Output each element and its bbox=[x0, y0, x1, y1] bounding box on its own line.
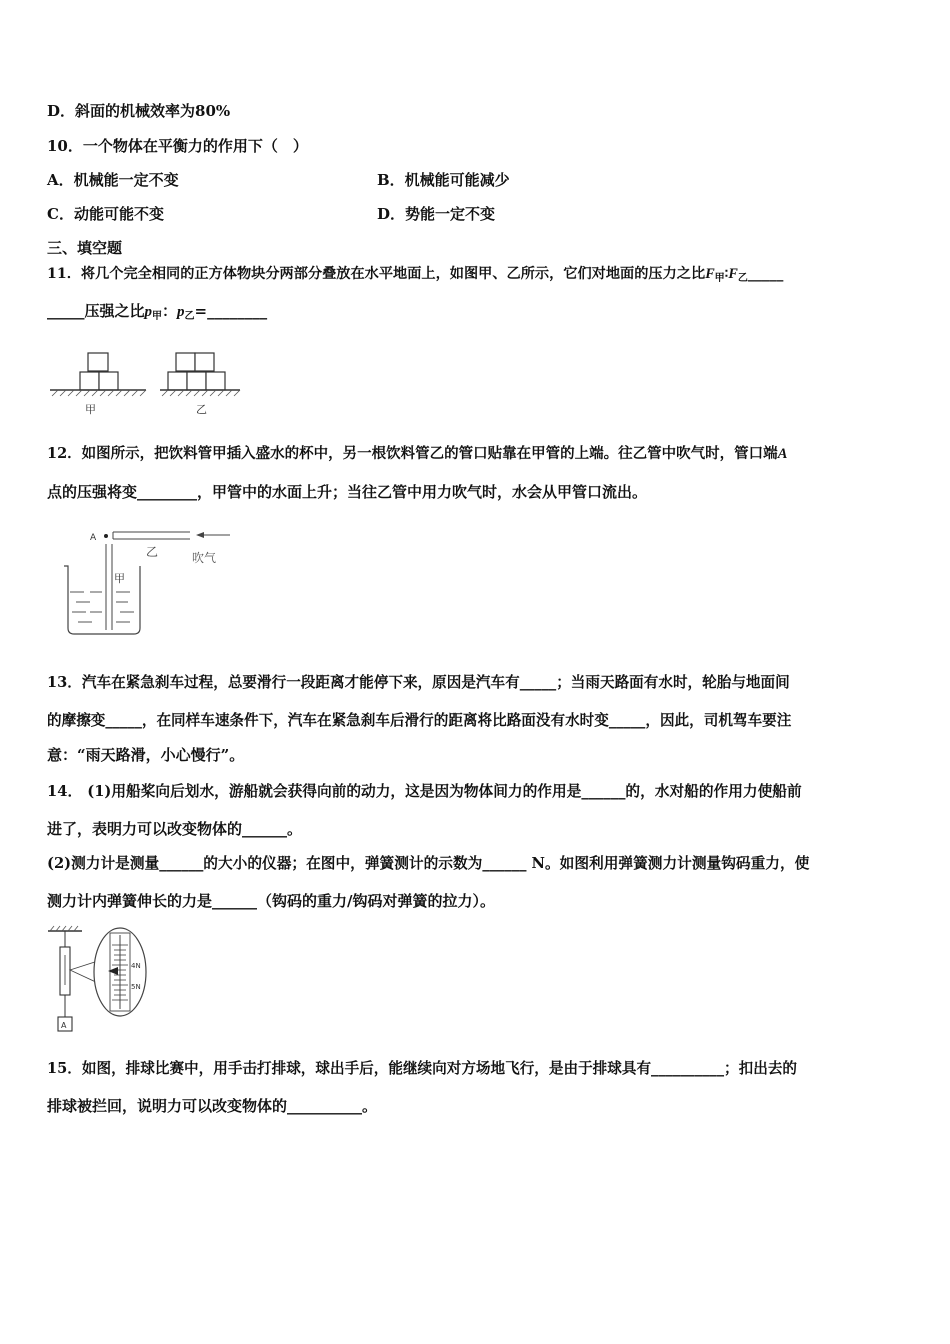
q11-sub-yi1: 乙 bbox=[737, 273, 748, 284]
q11-text: 11．将几个完全相同的正方体物块分两部分叠放在水平地面上，如图甲、乙所示，它们对地面的压力之比 bbox=[47, 266, 706, 282]
q14-line3: (2)测力计是测量______的大小的仪器；在图中，弹簧测计的示数为______ N。如图利用弹簧测力计测量钩码重力，使 bbox=[47, 855, 810, 872]
q11-colon2: ： bbox=[162, 302, 178, 320]
block-jia-1 bbox=[80, 372, 99, 390]
q12-line2: 点的压强将变________，甲管中的水面上升；当往乙管中用力吹气时，水会从甲管口流出。 bbox=[47, 483, 648, 501]
fig-label-blow: 吹气 bbox=[192, 551, 217, 565]
q11-line1 bbox=[47, 264, 783, 289]
fig-label-a: A bbox=[90, 533, 97, 543]
q11-blank1b: _____ bbox=[47, 302, 85, 320]
q10-option-c: C．动能可能不变 bbox=[47, 205, 164, 223]
q10-option-d: D．势能一定不变 bbox=[377, 205, 496, 223]
fig-label-a: A bbox=[61, 1021, 67, 1030]
q11-colon1: ∶ bbox=[724, 266, 729, 282]
point-a bbox=[104, 534, 108, 538]
q11-sub-jia2: 甲 bbox=[152, 311, 163, 322]
q12-var-a: A bbox=[777, 446, 788, 462]
block-yi-top1 bbox=[176, 353, 195, 371]
block-jia-top bbox=[88, 353, 108, 371]
q12-line1 bbox=[47, 444, 787, 464]
q11-text2: 压强之比 bbox=[84, 302, 145, 320]
block-yi-top2 bbox=[195, 353, 214, 371]
block-yi-2 bbox=[187, 372, 206, 390]
q11-var-p2: p bbox=[177, 304, 185, 320]
q15-line2: 排球被拦回，说明力可以改变物体的__________。 bbox=[47, 1097, 378, 1115]
q11-line2 bbox=[47, 301, 267, 327]
q15-line1: 15．如图，排球比赛中，用手击打排球，球出手后，能继续向对方场地飞行，是由于排球具有__________；扣出去的 bbox=[47, 1060, 798, 1077]
q14-line1: 14． (1)用船桨向后划水，游船就会获得向前的动力，这是因为物体间力的作用是______的，水对船的作用力使船前 bbox=[47, 783, 802, 800]
fig-label-4n: 4N bbox=[131, 962, 141, 970]
fig-label-yi: 乙 bbox=[146, 545, 159, 559]
q14-figure-spring-scale bbox=[46, 925, 156, 1035]
q10-option-b: B．机械能可能减少 bbox=[377, 171, 510, 189]
fig-label-jia: 甲 bbox=[114, 572, 125, 585]
q11-blank1a: _____ bbox=[747, 266, 784, 282]
beaker bbox=[64, 566, 140, 634]
q10-stem: 10．一个物体在平衡力的作用下（ ） bbox=[47, 137, 308, 155]
q11-sub-yi2: 乙 bbox=[184, 311, 195, 322]
fig-label-jia: 甲 bbox=[85, 403, 96, 416]
block-yi-1 bbox=[168, 372, 187, 390]
q11-sub-jia1: 甲 bbox=[714, 273, 725, 284]
q13-line1: 13．汽车在紧急刹车过程，总要滑行一段距离才能停下来，原因是汽车有_____；当雨天路面有水时，轮胎与地面间 bbox=[47, 674, 790, 691]
fig-label-yi: 乙 bbox=[196, 403, 207, 416]
section-heading: 三、填空题 bbox=[47, 239, 123, 257]
q12-text: 12．如图所示，把饮料管甲插入盛水的杯中，另一根饮料管乙的管口贴靠在甲管的上端。往乙管中吹气时，管口端 bbox=[47, 445, 778, 462]
q12-figure-straws bbox=[50, 522, 250, 642]
q11-var-f2: F bbox=[728, 266, 738, 282]
q11-var-f1: F bbox=[705, 266, 715, 282]
q11-blank2: =________ bbox=[194, 302, 268, 320]
block-jia-2 bbox=[99, 372, 118, 390]
q11-var-p1: p bbox=[144, 304, 153, 320]
fig-label-5n: 5N bbox=[131, 983, 141, 991]
block-yi-3 bbox=[206, 372, 225, 390]
q9-option-d: D．斜面的机械效率为80% bbox=[47, 102, 231, 120]
q13-line3: 意：“雨天路滑，小心慢行”。 bbox=[47, 746, 245, 764]
q14-line2: 进了，表明力可以改变物体的______。 bbox=[47, 820, 303, 838]
q13-line2: 的摩擦变_____，在同样车速条件下，汽车在紧急刹车后滑行的距离将比路面没有水时变_____，因此，司机驾车要注 bbox=[47, 712, 792, 729]
q10-option-a: A．机械能一定不变 bbox=[47, 171, 179, 189]
q11-figure-blocks bbox=[48, 348, 248, 420]
q14-line4: 测力计内弹簧伸长的力是______（钩码的重力/钩码对弹簧的拉力）。 bbox=[47, 892, 495, 910]
